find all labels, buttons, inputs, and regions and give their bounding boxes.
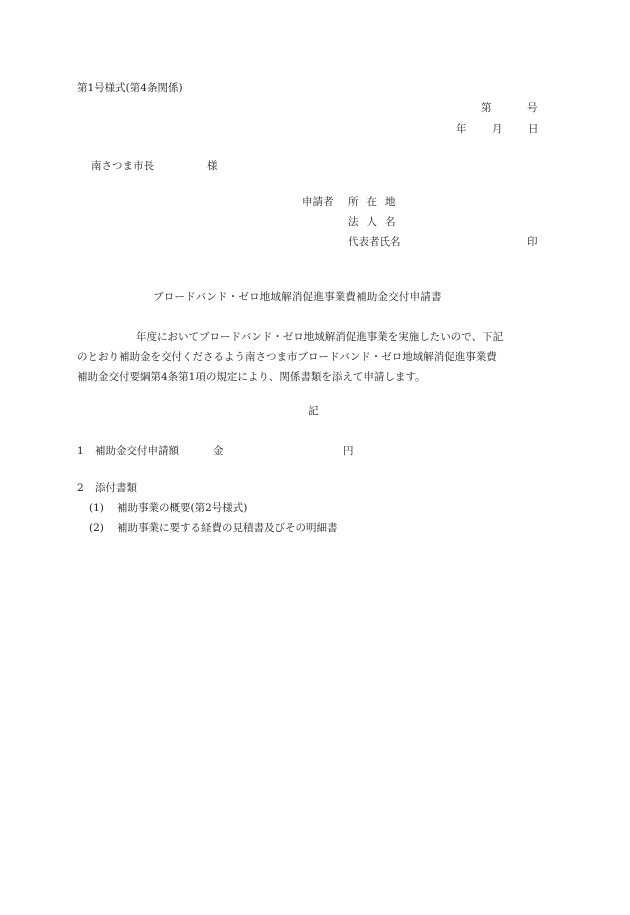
document-number-suffix: 号 xyxy=(527,102,538,114)
sub-item-number: (1) xyxy=(89,502,104,514)
date-month-label: 月 xyxy=(492,123,503,135)
applicant-label: 申請者 xyxy=(302,196,334,208)
item-number: 1 xyxy=(77,445,84,457)
document-title: ブロードバンド・ゼロ地域解消促進事業費補助金交付申請書 xyxy=(153,291,442,303)
attachments-label: 添付書類 xyxy=(95,482,137,494)
body-line: 年度においてブロードバンド・ゼロ地域解消促進事業を実施したいので、下記 xyxy=(136,331,504,343)
amount-unit: 円 xyxy=(343,445,354,457)
document-number-prefix: 第 xyxy=(481,102,492,114)
grant-amount-label: 補助金交付申請額 xyxy=(95,445,179,457)
seal-mark: 印 xyxy=(527,236,538,248)
date-year-label: 年 xyxy=(456,123,467,135)
applicant-representative-label: 代表者氏名 xyxy=(348,236,401,248)
applicant-corporation-label: 法人名 xyxy=(348,216,404,228)
body-line: のとおり補助金を交付くださるよう南さつま市ブロードバンド・ゼロ地域解消促進事業費 xyxy=(77,351,497,363)
ki-heading: 記 xyxy=(308,405,319,417)
item-number: 2 xyxy=(77,482,84,494)
applicant-address-label: 所在地 xyxy=(348,196,404,208)
sub-item-text: 補助事業の概要(第2号様式) xyxy=(117,502,248,514)
addressee-honorific: 様 xyxy=(207,160,218,172)
amount-prefix: 金 xyxy=(213,445,224,457)
body-paragraph xyxy=(77,327,547,387)
form-number: 第1号様式(第4条関係) xyxy=(77,82,183,94)
body-line: 補助金交付要綱第4条第1項の規定により、関係書類を添えて申請します。 xyxy=(77,371,426,383)
date-day-label: 日 xyxy=(528,123,539,135)
sub-item-number: (2) xyxy=(89,522,104,534)
addressee-name: 南さつま市長 xyxy=(91,160,154,172)
sub-item-text: 補助事業に要する経費の見積書及びその明細書 xyxy=(117,522,338,534)
